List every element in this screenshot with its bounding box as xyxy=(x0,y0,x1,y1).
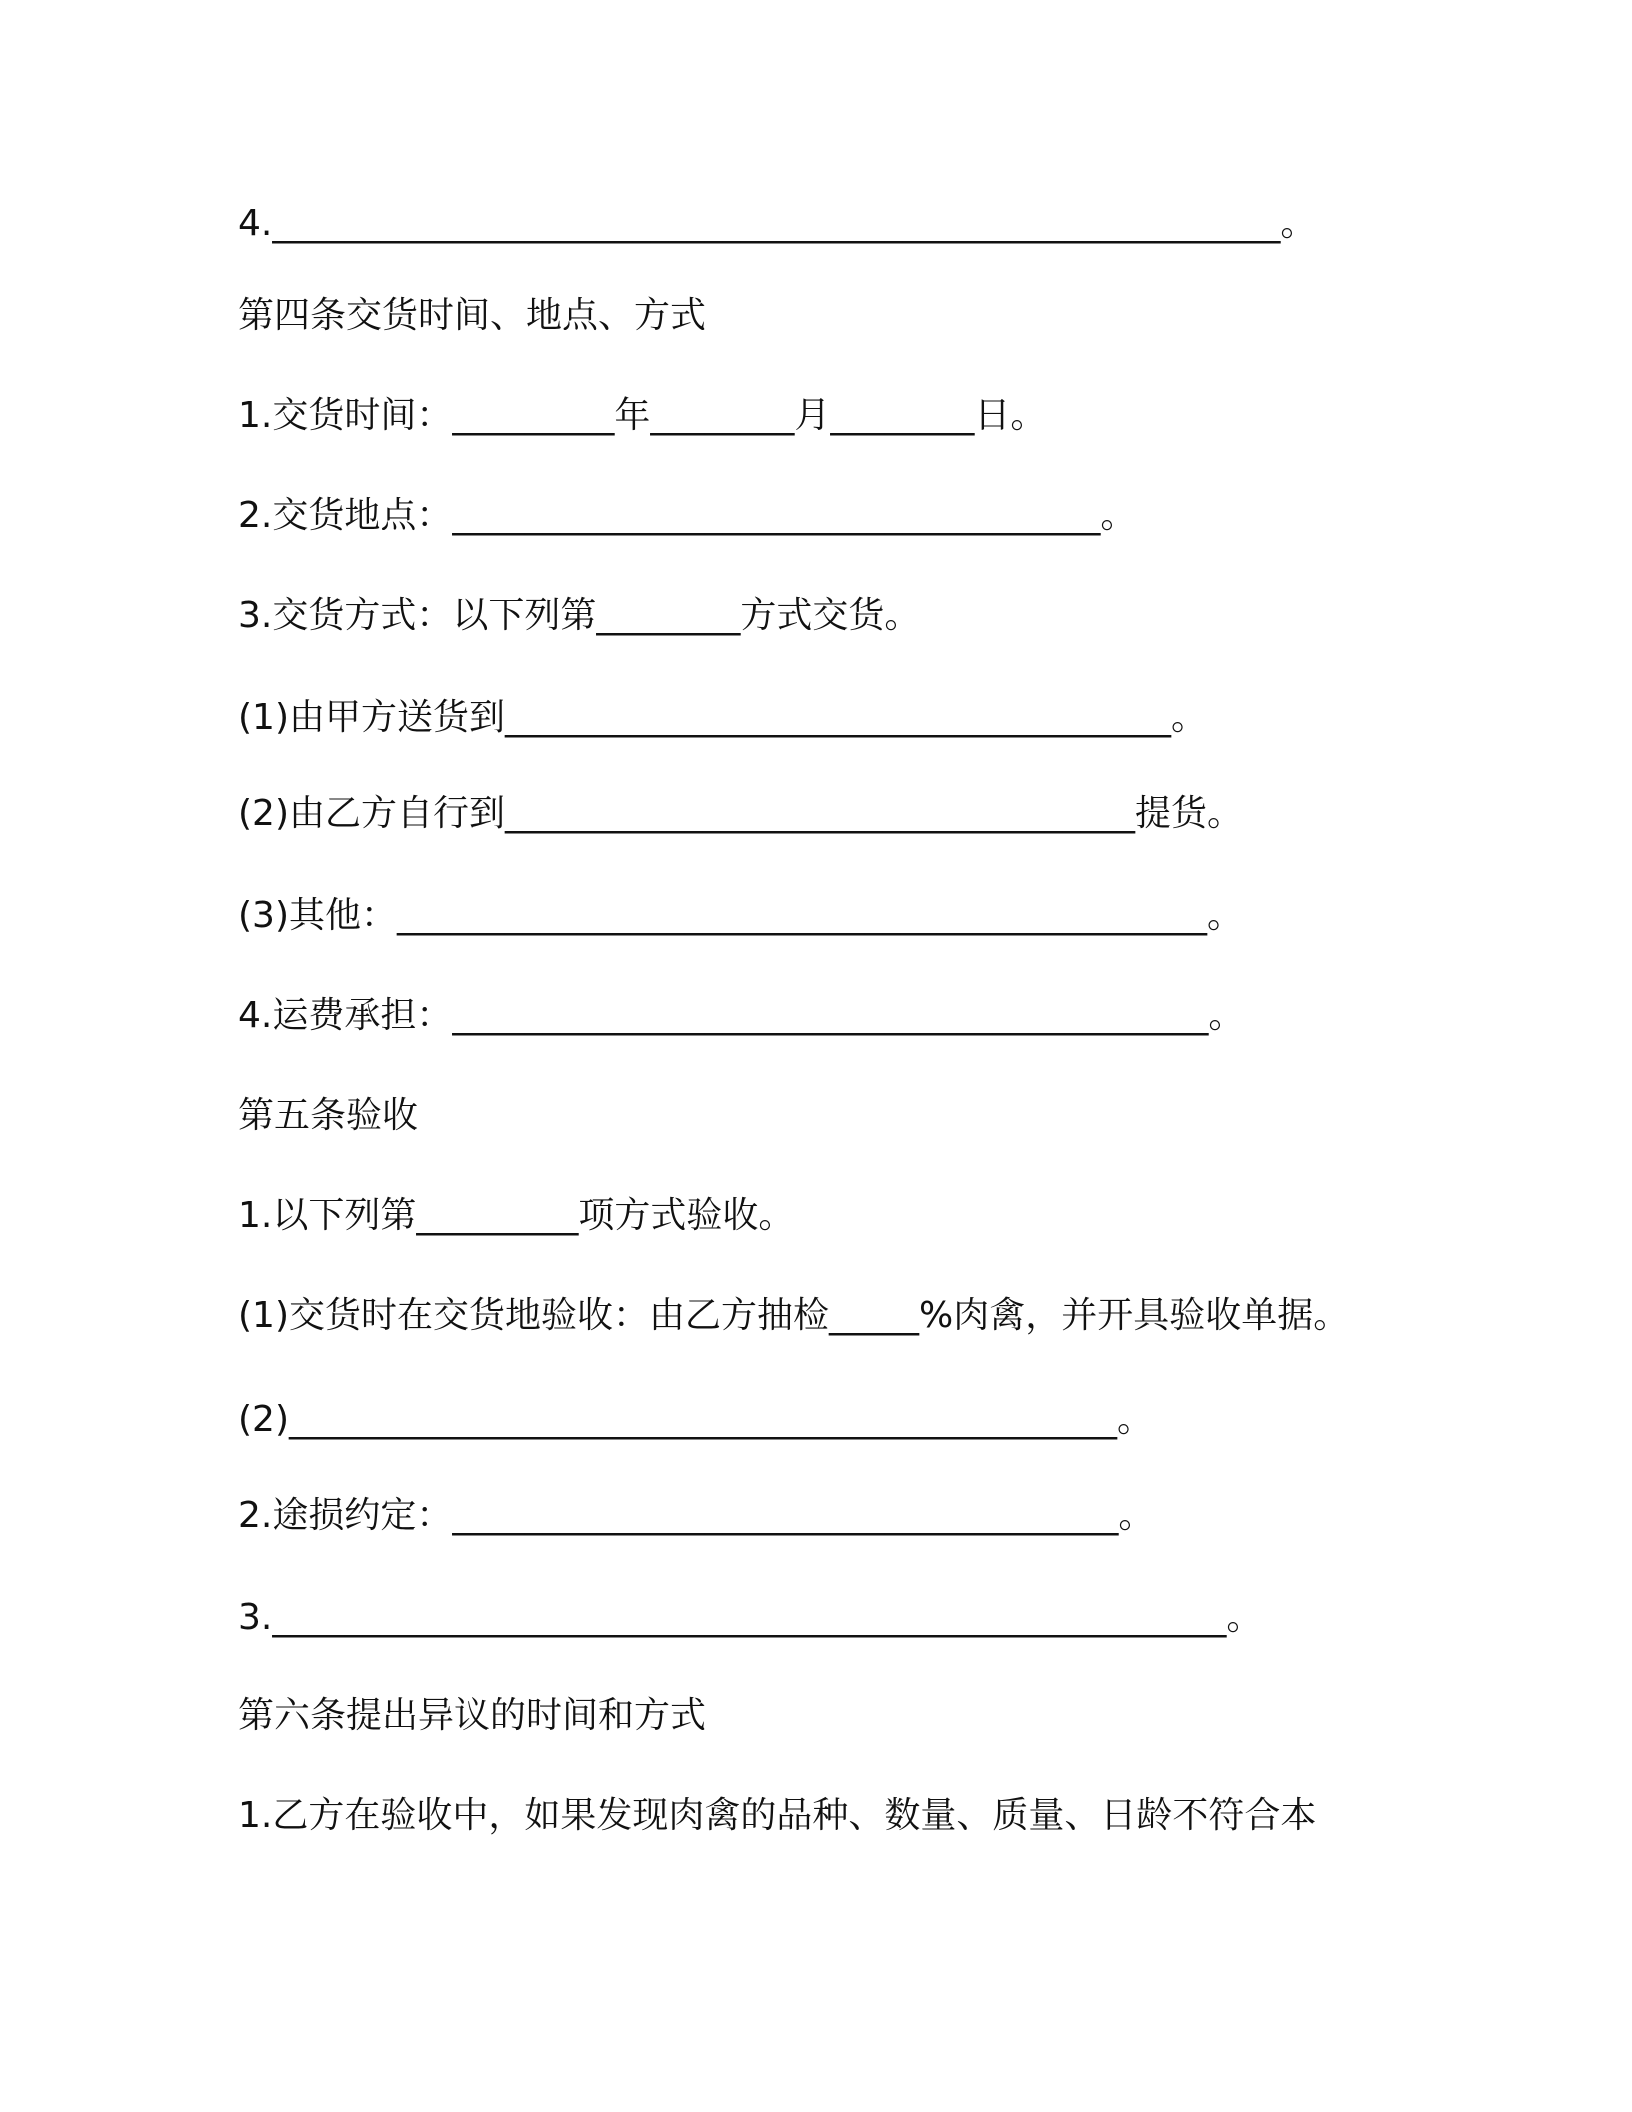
delivery-option-2: (2)由乙方自行到___________________________________提货。 xyxy=(238,793,1243,834)
inspection-method-line: 1.以下列第_________项方式验收。 xyxy=(238,1195,795,1236)
objection-item-1: 1.乙方在验收中，如果发现肉禽的品种、数量、质量、日龄不符合本 xyxy=(238,1795,1317,1836)
article-6-heading: 第六条提出异议的时间和方式 xyxy=(238,1695,707,1736)
freight-line: 4.运费承担：__________________________________________。 xyxy=(238,995,1245,1036)
transit-loss-line: 2.途损约定：_____________________________________。 xyxy=(238,1495,1155,1536)
delivery-time-line: 1.交货时间：_________年________月________日。 xyxy=(238,395,1047,436)
inspection-option-1: (1)交货时在交货地验收：由乙方抽检_____%肉禽，并开具验收单据。 xyxy=(238,1295,1350,1336)
inspection-option-2: (2)______________________________________________。 xyxy=(238,1399,1153,1440)
delivery-method-line: 3.交货方式：以下列第________方式交货。 xyxy=(238,595,921,636)
inspection-item-3: 3._____________________________________________________。 xyxy=(238,1597,1263,1638)
article-5-heading: 第五条验收 xyxy=(238,1095,419,1136)
article-4-heading: 第四条交货时间、地点、方式 xyxy=(238,295,707,336)
delivery-option-1: (1)由甲方送货到_____________________________________。 xyxy=(238,697,1207,738)
delivery-option-3: (3)其他：_____________________________________________。 xyxy=(238,895,1243,936)
delivery-place-line: 2.交货地点：____________________________________。 xyxy=(238,495,1137,536)
clause-3-item-4: 4.________________________________________________________。 xyxy=(238,203,1317,244)
